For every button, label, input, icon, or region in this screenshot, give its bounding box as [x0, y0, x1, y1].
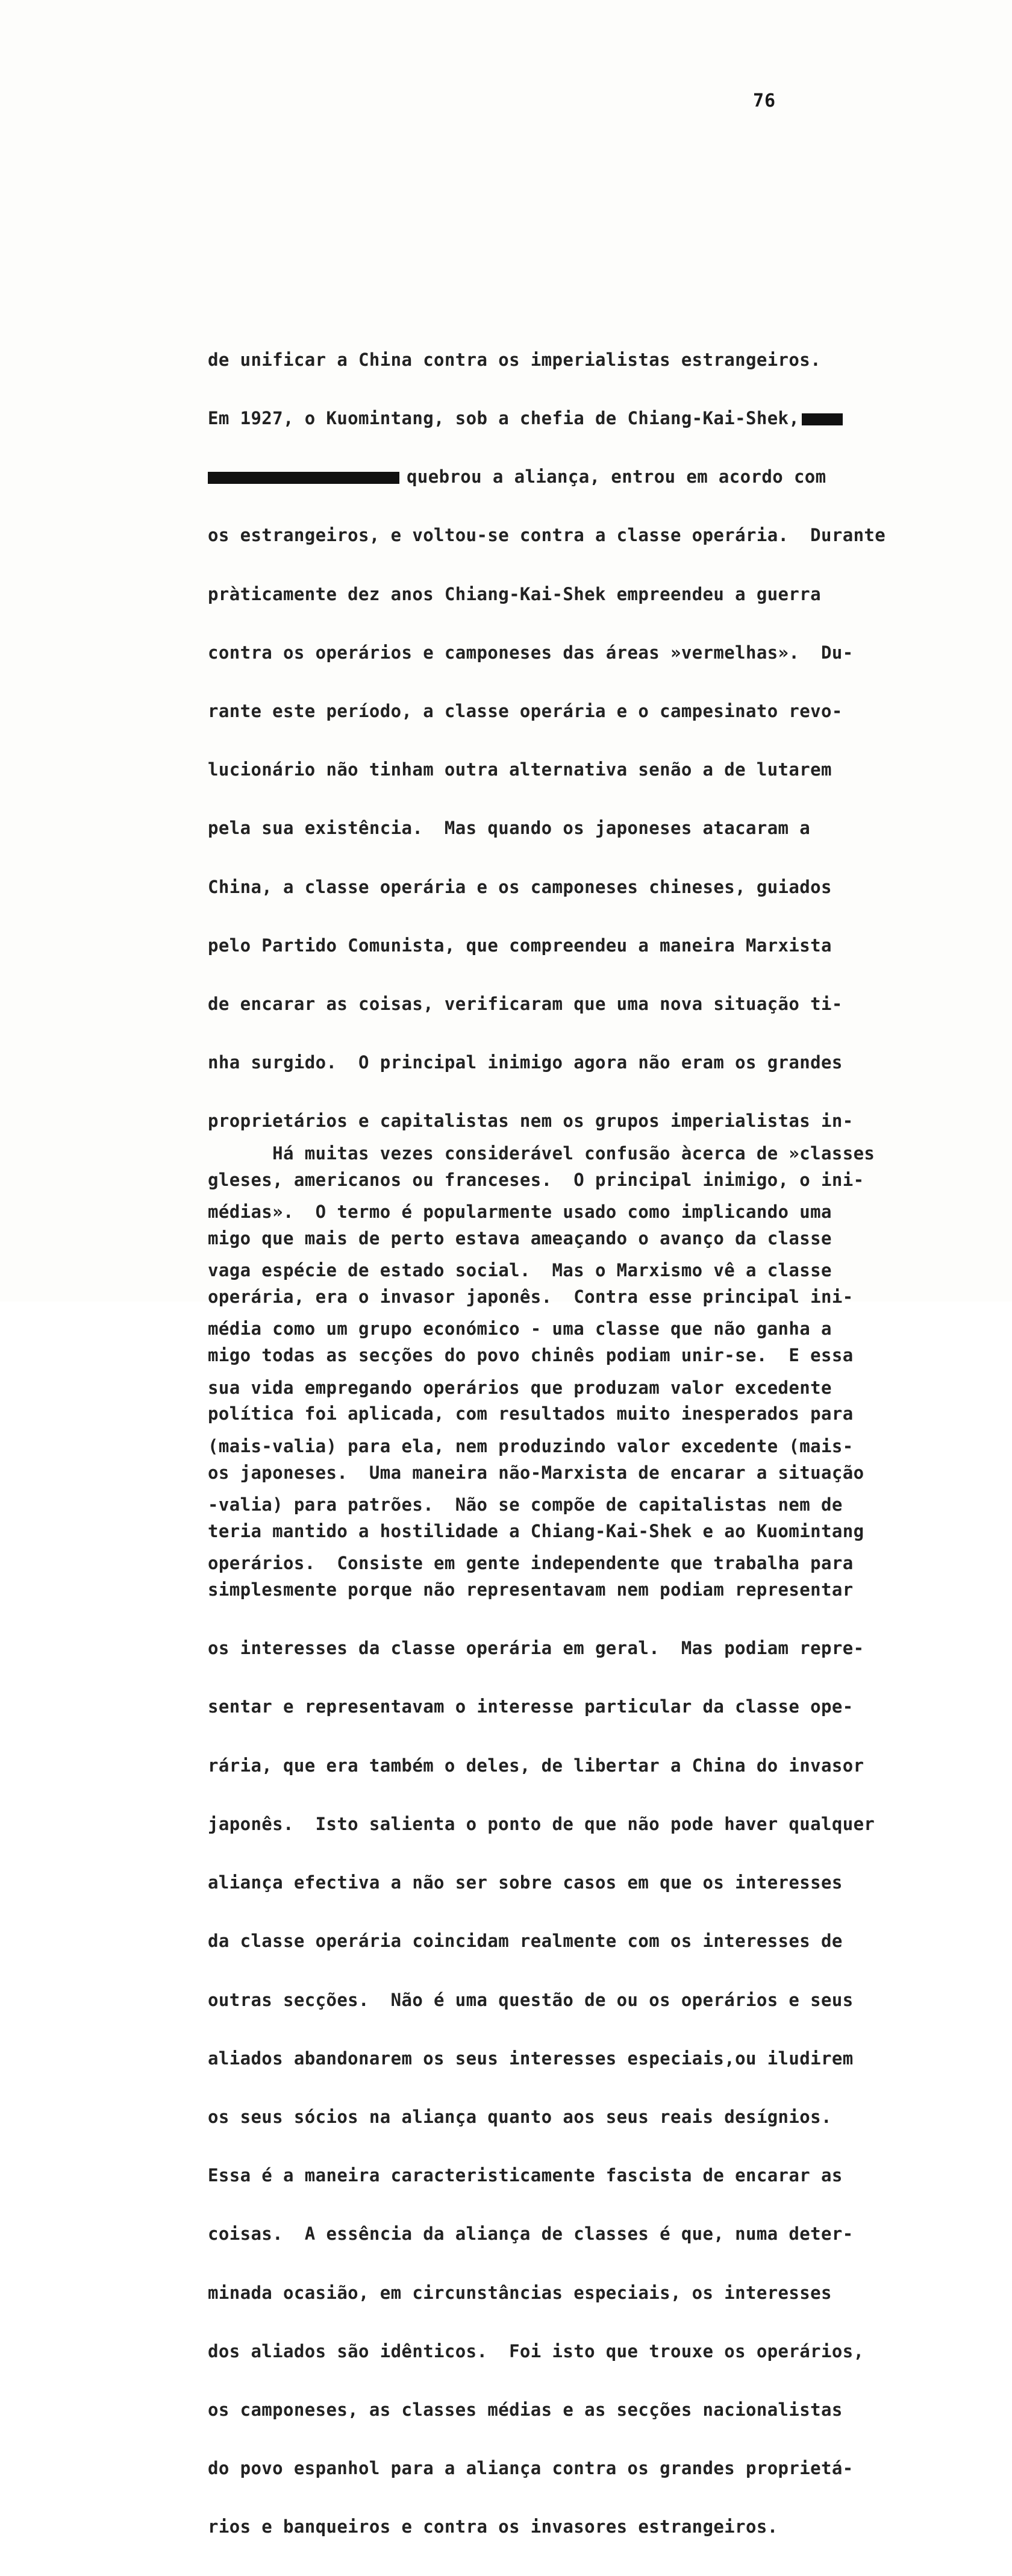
text-line	[208, 409, 991, 428]
paragraph-2	[208, 1105, 991, 1612]
text-line: -valia) para patrões. Não se compõe de capitalistas nem de	[208, 1494, 843, 1515]
page-number: 76	[753, 90, 776, 111]
text-line: aliança efectiva a não ser sobre casos em que os interesses	[208, 1872, 843, 1893]
text-line: (mais-valia) para ela, nem produzindo valor excedente (mais-	[208, 1435, 854, 1456]
text-line: contra os operários e camponeses das áreas »vermelhas». Du-	[208, 642, 854, 663]
text-line: sua vida empregando operários que produzam valor excedente	[208, 1377, 832, 1398]
text-line: os camponeses, as classes médias e as secções nacionalistas	[208, 2399, 843, 2420]
text-line: pelo Partido Comunista, que compreendeu a maneira Marxista	[208, 935, 832, 956]
text-line: coisas. A essência da aliança de classes é que, numa deter-	[208, 2223, 854, 2245]
text-line: sentar e representavam o interesse particular da classe ope-	[208, 1696, 854, 1717]
text-line	[208, 467, 991, 486]
text-line: do povo espanhol para a aliança contra os grandes proprietá-	[208, 2458, 854, 2479]
text-line: aliados abandonarem os seus interesses especiais,ou iludirem	[208, 2048, 854, 2069]
text-line: médias». O termo é popularmente usado como implicando uma	[208, 1202, 832, 1223]
text-line: nha surgido. O principal inimigo agora não eram os grandes	[208, 1052, 843, 1073]
text-line: operária, era o invasor japonês. Contra esse principal ini-	[208, 1286, 854, 1308]
text-line: de encarar as coisas, verificaram que uma nova situação ti-	[208, 994, 843, 1015]
text-line: dos aliados são idênticos. Foi isto que trouxe os operários,	[208, 2340, 864, 2361]
text-line: minada ocasião, em circunstâncias especiais, os interesses	[208, 2282, 832, 2303]
text-line: rária, que era também o deles, de libertar a China do invasor	[208, 1755, 864, 1776]
text-line: vaga espécie de estado social. Mas o Marxismo vê a classe	[208, 1260, 832, 1281]
struck-out-text	[802, 413, 843, 425]
text-line: pràticamente dez anos Chiang-Kai-Shek empreendeu a guerra	[208, 583, 821, 604]
text-line: outras secções. Não é uma questão de ou os operários e seus	[208, 1989, 854, 2010]
text-line: migo que mais de perto estava ameaçando o avanço da classe	[208, 1227, 832, 1249]
text-line: os seus sócios na aliança quanto aos seus reais desígnios.	[208, 2106, 832, 2127]
text-line: lucionário não tinham outra alternativa senão a de lutarem	[208, 759, 832, 780]
text-line: pela sua existência. Mas quando os japoneses atacaram a	[208, 818, 811, 839]
text-line: operários. Consiste em gente independente que trabalha para	[208, 1553, 854, 1574]
text-line: os japoneses. Uma maneira não-Marxista de encarar a situação	[208, 1462, 864, 1483]
text-line: teria mantido a hostilidade a Chiang-Kai-Shek e ao Kuomintang	[208, 1520, 864, 1541]
text-line: média como um grupo económico - uma classe que não ganha a	[208, 1318, 832, 1340]
text-line: Há muitas vezes considerável confusão àcerca de »classes	[208, 1142, 875, 1164]
text-line: simplesmente porque não representavam nem podiam representar	[208, 1579, 854, 1600]
text-line: gleses, americanos ou franceses. O principal inimigo, o ini-	[208, 1169, 864, 1190]
text-line: migo todas as secções do povo chinês podiam unir-se. E essa	[208, 1345, 854, 1366]
text-line: da classe operária coincidam realmente com os interesses de	[208, 1931, 843, 1952]
text-line-content: quebrou a aliança, entrou em acordo com	[407, 466, 826, 487]
text-line: os estrangeiros, e voltou-se contra a classe operária. Durante	[208, 525, 886, 546]
text-line: de unificar a China contra os imperialistas estrangeiros.	[208, 349, 821, 370]
text-line: japonês. Isto salienta o ponto de que não pode haver qualquer	[208, 1813, 875, 1834]
text-line: rante este período, a classe operária e o campesinato revo-	[208, 701, 843, 722]
text-line: política foi aplicada, com resultados muito inesperados para	[208, 1403, 854, 1424]
text-line: proprietários e capitalistas nem os grupos imperialistas in-	[208, 1111, 854, 1132]
text-line: rios e banqueiros e contra os invasores estrangeiros.	[208, 2516, 778, 2537]
text-line: China, a classe operária e os camponeses chineses, guiados	[208, 876, 832, 897]
text-line: os interesses da classe operária em geral. Mas podiam repre-	[208, 1638, 864, 1659]
text-line-content: Em 1927, o Kuomintang, sob a chefia de Chiang-Kai-Shek,	[208, 408, 800, 429]
struck-out-text	[208, 472, 399, 484]
text-line: Essa é a maneira caracteristicamente fascista de encarar as	[208, 2165, 843, 2186]
